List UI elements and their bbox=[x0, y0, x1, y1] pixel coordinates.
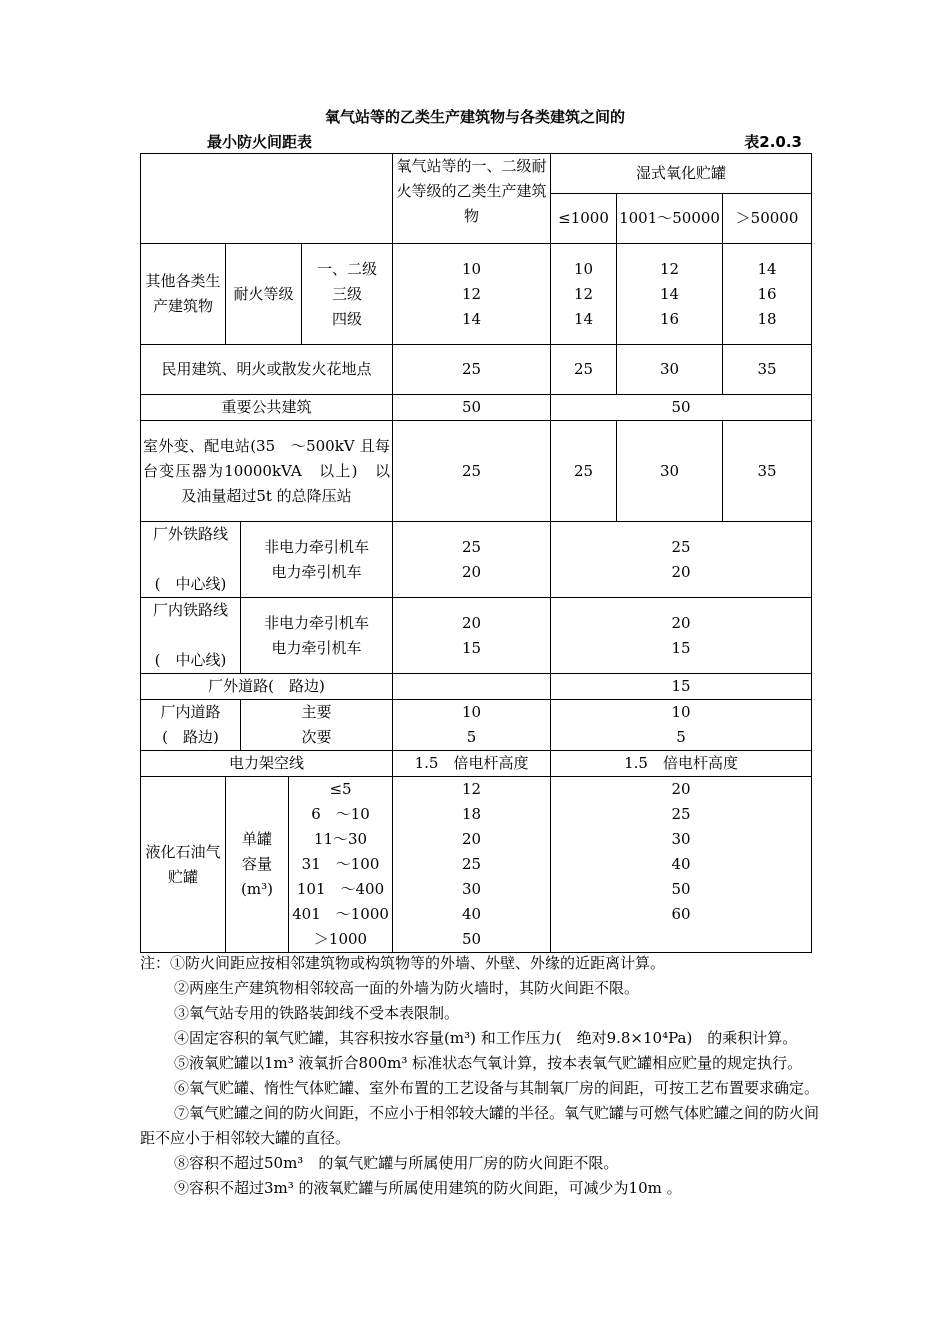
header-blank bbox=[141, 154, 393, 244]
header-oxygen-building: 氧气站等的一、二级耐火等级的乙类生产建筑物 bbox=[393, 154, 551, 244]
fire-c4: 14 16 18 bbox=[723, 244, 812, 345]
road-in-c2: 10 5 bbox=[551, 700, 812, 751]
rail-in-c1: 20 15 bbox=[393, 598, 551, 674]
road-out-c2: 15 bbox=[551, 674, 812, 700]
rail-in-c2: 20 15 bbox=[551, 598, 812, 674]
fire-grades: 一、二级 三级 四级 bbox=[302, 244, 393, 345]
note-1: 注：①防火间距应按相邻建筑物或构筑物等的外墙、外壁、外缘的近距离计算。 bbox=[140, 954, 666, 972]
civil-c1: 25 bbox=[393, 345, 551, 395]
lpg-c2: 20 25 30 40 50 60 bbox=[551, 777, 812, 953]
table-subtitle: 最小防火间距表 bbox=[207, 133, 313, 151]
fire-distance-table bbox=[140, 153, 812, 953]
row-label-rail-out: 厂外铁路线 ( 中心线) bbox=[141, 522, 241, 598]
note-3: ③氧气站专用的铁路装卸线不受本表限制。 bbox=[174, 1004, 460, 1022]
public-c1: 50 bbox=[393, 395, 551, 421]
header-sub-1000: ≤1000 bbox=[551, 194, 617, 244]
road-out-c1 bbox=[393, 674, 551, 700]
note-9: ⑨容积不超过3m³ 的液氧贮罐与所属使用建筑的防火间距，可减少为10m 。 bbox=[174, 1179, 682, 1197]
note-8: ⑧容积不超过50m³ 的氧气贮罐与所属使用厂房的防火间距不限。 bbox=[174, 1154, 619, 1172]
power-c1: 1.5 倍电杆高度 bbox=[393, 751, 551, 777]
row-label-civil: 民用建筑、明火或散发火花地点 bbox=[141, 345, 393, 395]
header-wet-tank: 湿式氧化贮罐 bbox=[551, 154, 812, 194]
note-2: ②两座生产建筑物相邻较高一面的外墙为防火墙时，其防火间距不限。 bbox=[174, 979, 640, 997]
substation-c4: 35 bbox=[723, 421, 812, 522]
row-label-public: 重要公共建筑 bbox=[141, 395, 393, 421]
table-number: 表2.0.3 bbox=[744, 133, 802, 151]
civil-c2: 25 bbox=[551, 345, 617, 395]
power-c2: 1.5 倍电杆高度 bbox=[551, 751, 812, 777]
rail-in-types: 非电力牵引机车 电力牵引机车 bbox=[241, 598, 393, 674]
note-5: ⑤液氧贮罐以1m³ 液氧折合800m³ 标准状态气氧计算，按本表氧气贮罐相应贮量的规定执行。 bbox=[174, 1054, 803, 1072]
substation-c3: 30 bbox=[617, 421, 723, 522]
note-4: ④固定容积的氧气贮罐，其容积按水容量(m³) 和工作压力( 绝对9.8×10⁴Pa) 的乘积计算。 bbox=[174, 1029, 798, 1047]
notes bbox=[140, 951, 820, 1201]
row-label-power-line: 电力架空线 bbox=[141, 751, 393, 777]
lpg-ranges: ≤5 6 ～10 11～30 31 ～100 101 ～400 401 ～1000 ＞1000 bbox=[289, 777, 393, 953]
note-7: ⑦氧气贮罐之间的防火间距，不应小于相邻较大罐的半径。氧气贮罐与可燃气体贮罐之间的防火间距不应小于相邻较大罐的直径。 bbox=[140, 1104, 820, 1147]
table-title: 氧气站等的乙类生产建筑物与各类建筑之间的 bbox=[324, 108, 625, 126]
public-c2: 50 bbox=[551, 395, 812, 421]
header-sub-over: ＞50000 bbox=[723, 194, 812, 244]
row-label-other-buildings: 其他各类生产建筑物 bbox=[141, 244, 226, 345]
civil-c3: 30 bbox=[617, 345, 723, 395]
row-label-fire-rating: 耐火等级 bbox=[226, 244, 302, 345]
civil-c4: 35 bbox=[723, 345, 812, 395]
rail-out-c1: 25 20 bbox=[393, 522, 551, 598]
rail-out-c2: 25 20 bbox=[551, 522, 812, 598]
row-label-substation: 室外变、配电站(35 ～500kV 且每台变压器为10000kVA 以上) 以及油量超过5t 的总降压站 bbox=[141, 421, 393, 522]
road-in-c1: 10 5 bbox=[393, 700, 551, 751]
row-label-lpg: 液化石油气贮罐 bbox=[141, 777, 226, 953]
header-sub-50000: 1001～50000 bbox=[617, 194, 723, 244]
road-in-types: 主要 次要 bbox=[241, 700, 393, 751]
row-label-road-out: 厂外道路( 路边) bbox=[141, 674, 393, 700]
row-label-road-in: 厂内道路 ( 路边) bbox=[141, 700, 241, 751]
row-label-rail-in: 厂内铁路线 ( 中心线) bbox=[141, 598, 241, 674]
lpg-c1: 12 18 20 25 30 40 50 bbox=[393, 777, 551, 953]
substation-c2: 25 bbox=[551, 421, 617, 522]
fire-c3: 12 14 16 bbox=[617, 244, 723, 345]
rail-out-types: 非电力牵引机车 电力牵引机车 bbox=[241, 522, 393, 598]
note-6: ⑥氧气贮罐、惰性气体贮罐、室外布置的工艺设备与其制氧厂房的间距，可按工艺布置要求确定。 bbox=[174, 1079, 820, 1097]
fire-c2: 10 12 14 bbox=[551, 244, 617, 345]
row-label-tank-volume: 单罐容量(m³) bbox=[226, 777, 289, 953]
substation-c1: 25 bbox=[393, 421, 551, 522]
fire-c1: 10 12 14 bbox=[393, 244, 551, 345]
